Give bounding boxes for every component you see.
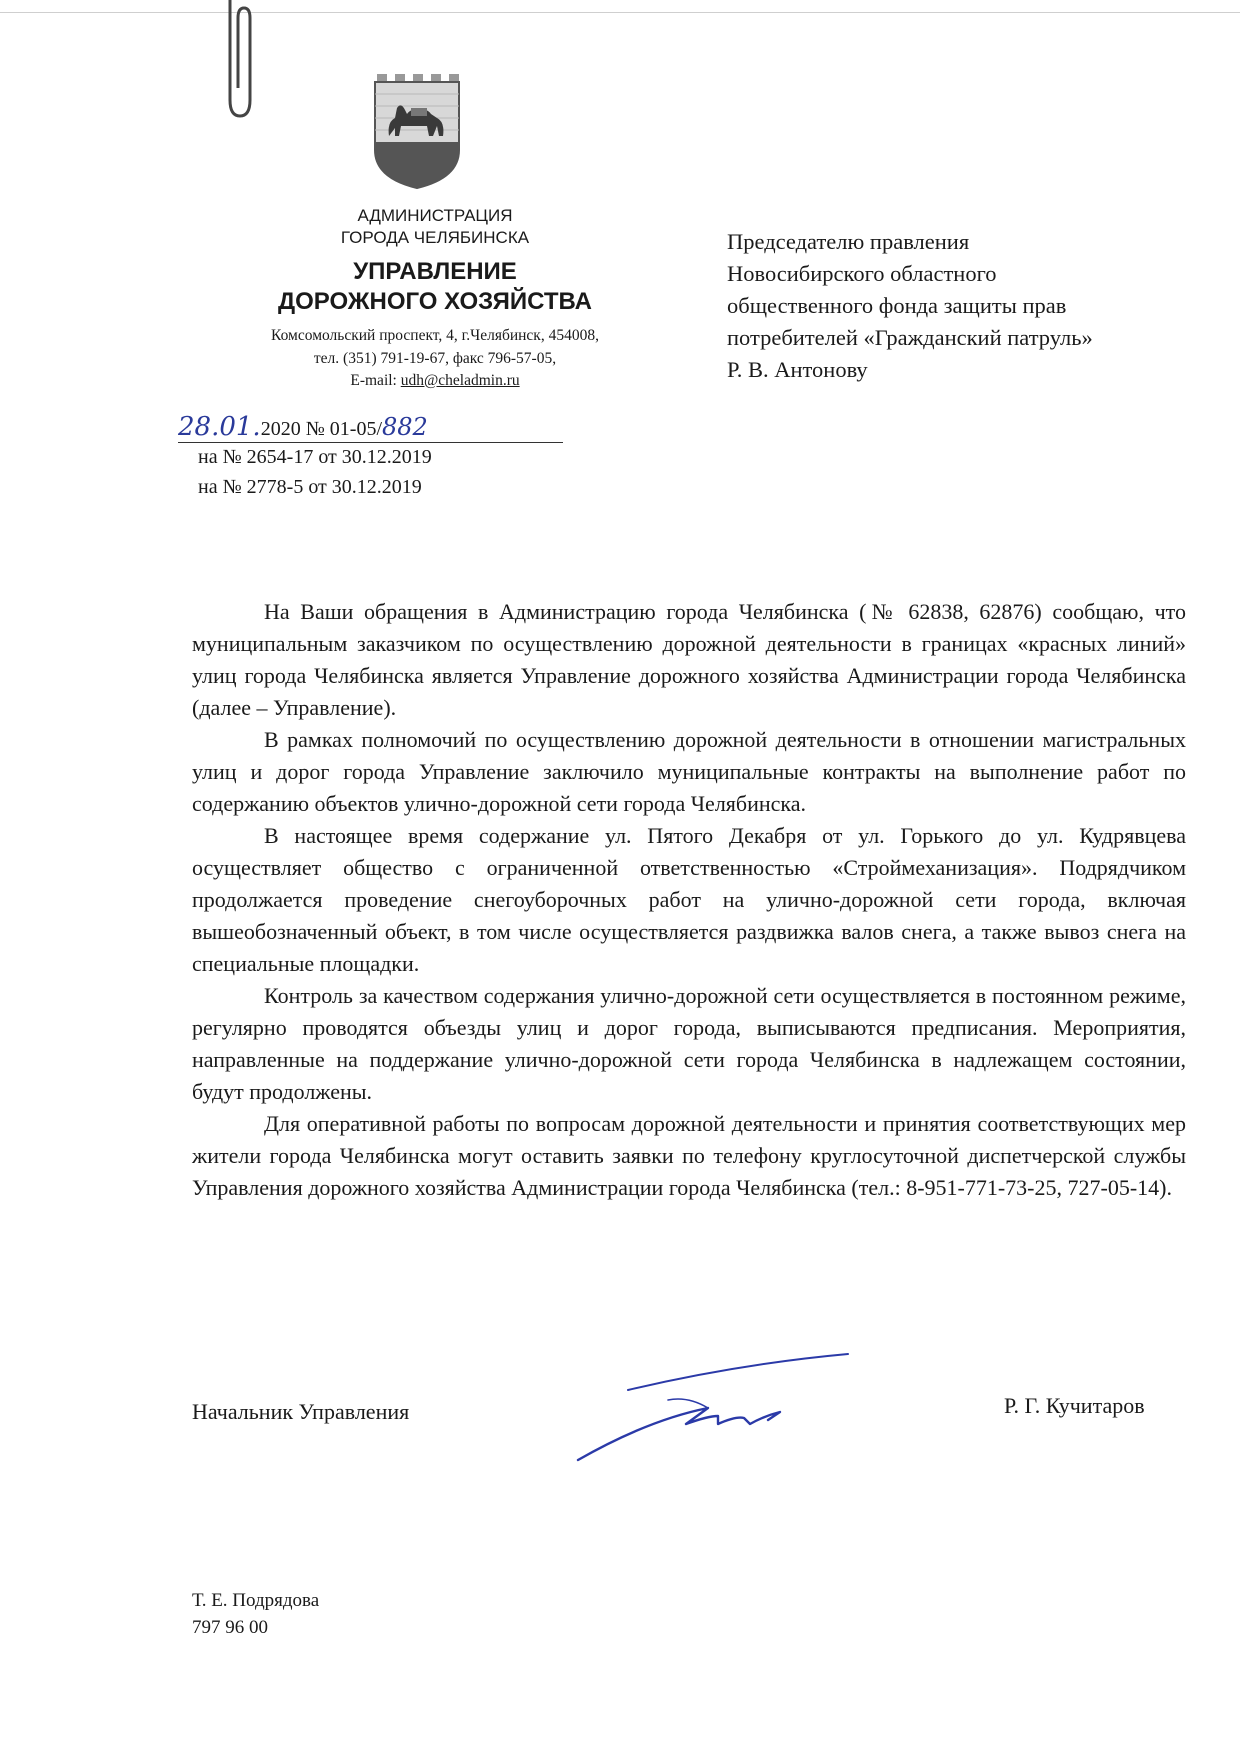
letterhead-email-label: E-mail: [350,372,397,389]
outgoing-reference [178,412,578,444]
addressee-line-1: Председателю правления [727,229,970,254]
chelyabinsk-coat-of-arms-icon [367,70,467,190]
body-paragraph-2: В рамках полномочий по осуществлению дорожной деятельности в отношении магистральных улиц и дорог города Управление заключило муниципальные контракты на выполнение работ по содержанию объектов улично-дорожной сети города Челябинска. [192,727,1186,816]
body-paragraph-5: Для оперативной работы по вопросам дорожной деятельности и принятия соответствующих мер жители города Челябинска могут оставить заявки по телефону круглосуточной диспетчерской службы Управления дорожного хозяйства Администрации города Челябинска (тел.: 8-951-771-73-25, 727-05-14). [192,1111,1186,1200]
letterhead-email-link[interactable]: udh@cheladmin.ru [400,372,520,389]
body-paragraph-4: Контроль за качеством содержания улично-дорожной сети осуществляется в постоянном режиме, регулярно проводятся объезды улиц и дорог города, выписываются предписания. Мероприятия, направленные на поддержание улично-дорожной сети города Челябинска в надлежащем состоянии, будут продолжены. [192,983,1186,1104]
letterhead-department-line-2: ДОРОЖНОГО ХОЗЯЙСТВА [278,288,592,315]
letterhead-email-line [170,372,700,390]
reply-reference-2: на № 2778-5 от 30.12.2019 [198,476,422,498]
executor-name: Т. Е. Подрядова [192,1590,320,1611]
letterhead-admin-line-1: АДМИНИСТРАЦИЯ [357,206,513,225]
signatory-name: Р. Г. Кучитаров [1004,1393,1145,1418]
reference-year: 2020 [260,418,301,440]
reference-underline [178,442,563,443]
addressee-line-2: Новосибирского областного [727,261,997,286]
letterhead-admin-line-2: ГОРОДА ЧЕЛЯБИНСКА [340,228,530,247]
signatory-position: Начальник Управления [192,1399,410,1424]
executor-phone: 797 96 00 [192,1617,268,1638]
letterhead-phones: тел. (351) 791-19-67, факс 796-57-05, [313,350,557,367]
handwritten-number: 882 [382,413,428,441]
letterhead-department-line-1: УПРАВЛЕНИЕ [353,258,517,285]
addressee-line-5: Р. В. Антонову [727,357,868,382]
letter-body [192,596,1186,1204]
letterhead-address: Комсомольский проспект, 4, г.Челябинск, 454008, [271,327,599,344]
paperclip-icon [222,0,258,120]
scan-edge-line [0,12,1240,13]
reference-number-prefix: № 01-05/ [305,418,383,440]
addressee-line-3: общественного фонда защиты прав [727,293,1067,318]
handwritten-date: 28.01. [178,412,261,442]
body-paragraph-1: На Ваши обращения в Администрацию города Челябинска (№ 62838, 62876) сообщаю, что муниципальным заказчиком по осуществлению дорожной деятельности в границах «красных линий» улиц города Челябинска является Управление дорожного хозяйства Администрации города Челябинска (далее – Управление). [192,599,1186,720]
addressee-block [727,226,1207,386]
addressee-line-4: потребителей «Гражданский патруль» [727,325,1093,350]
body-paragraph-3: В настоящее время содержание ул. Пятого Декабря от ул. Горького до ул. Кудрявцева осуществляет общество с ограниченной ответственностью «Строймеханизация». Подрядчиком продолжается проведение снегоуборочных работ на улично-дорожной сети города, включая вышеобозначенный объект, в том числе осуществляется раздвижка валов снега, а также вывоз снега на специальные площадки. [192,823,1186,976]
reply-reference-1: на № 2654-17 от 30.12.2019 [198,446,432,468]
handwritten-signature-icon [568,1350,868,1470]
